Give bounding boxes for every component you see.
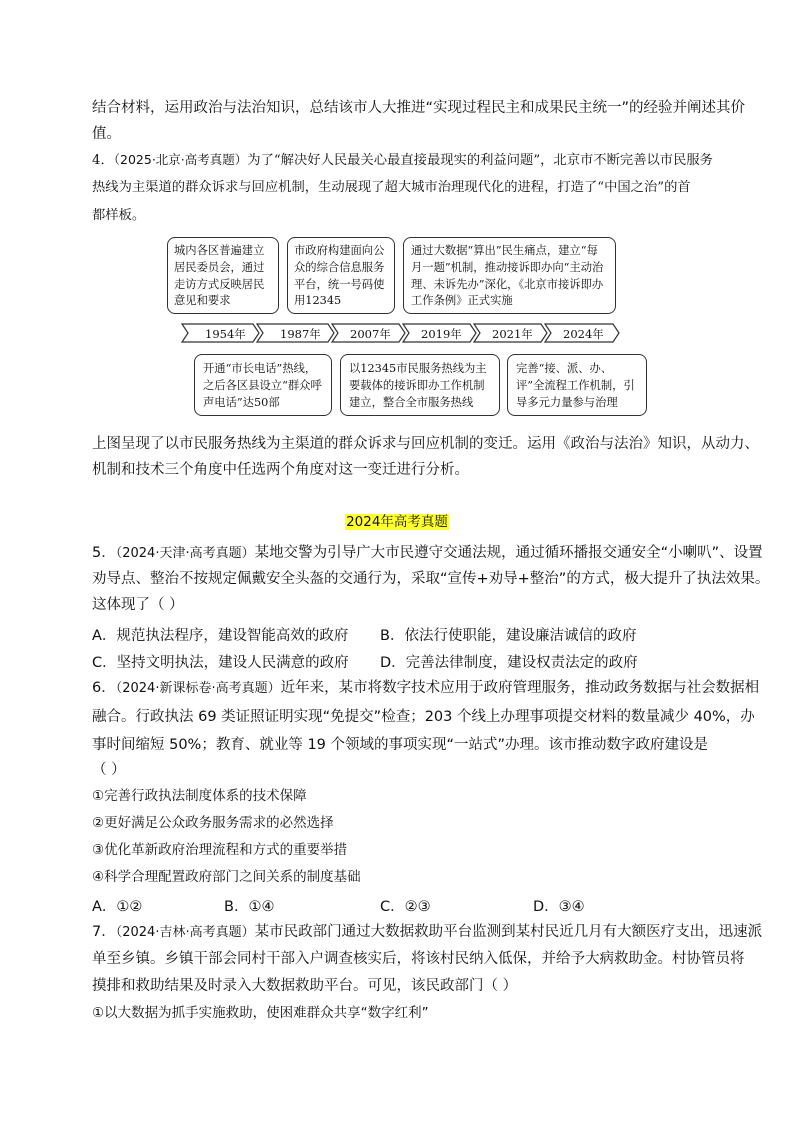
q7-line1-text: 某市民政部门通过大数据救助平台监测到某村民近几月有大额医疗支出，迅速派 xyxy=(254,924,763,940)
timeline-box-1954: 城内各区普遍建立居民委员会，通过走访方式反映居民意见和要求 xyxy=(167,237,279,314)
year-label-1954: 1954年 xyxy=(205,327,246,341)
q7-item-1: ①以大数据为抓手实施救助，使困难群众共享“数字红利” xyxy=(92,1005,429,1021)
q6-source: （2024·新课标卷·高考真题） xyxy=(115,681,281,696)
year-label-1987: 1987年 xyxy=(280,327,321,341)
q3-tail-line1: 结合材料，运用政治与法治知识，总结该市人大推进“实现过程民主和成果民主统一”的经验并阐述其价 xyxy=(92,100,746,116)
q6-line4: （ ） xyxy=(92,762,126,778)
q5-line2: 劝导点、整治不按规定佩戴安全头盔的交通行为，采取“宣传+劝导+整治”的方式，极大提升了执法效果。 xyxy=(92,571,770,587)
q5-number: 5． xyxy=(92,545,116,561)
timeline-box-2019: 以12345市民服务热线为主要载体的接诉即办工作机制建立，整合全市服务热线 xyxy=(340,354,500,416)
q4-line3: 都样板。 xyxy=(92,208,146,223)
timeline-box-2007: 市政府构建面向公众的综合信息服务平台，统一号码使用12345 xyxy=(287,237,395,314)
q3-tail-line2: 值。 xyxy=(92,126,121,142)
q6-item-2: ②更好满足公众政务服务需求的必然选择 xyxy=(92,815,334,831)
q6-option-a[interactable]: A．①② xyxy=(92,899,143,915)
q4-line2: 热线为主渠道的群众诉求与回应机制，生动展现了超大城市治理现代化的进程，打造了“中国之治”的首 xyxy=(92,180,691,195)
q6-line1 xyxy=(92,678,759,699)
section-title: 2024年高考真题 xyxy=(346,514,448,530)
timeline-box-2024: 完善“接、派、办、评”全流程工作机制，引导多元力量参与治理 xyxy=(507,354,647,416)
q5-option-d[interactable]: D．完善法律制度，建设权责法定的政府 xyxy=(380,655,638,671)
timeline-box-2021: 通过大数据“算出”民生痛点，建立“每月一题”机制，推动接诉即办向“主动治理、未诉先办”深化，《北京市接诉即办工作条例》正式实施 xyxy=(403,237,616,314)
q5-option-a[interactable]: A．规范执法程序，建设智能高效的政府 xyxy=(92,628,349,644)
q7-number: 7． xyxy=(92,924,116,940)
q5-source: （2024·天津·高考真题） xyxy=(115,546,255,561)
year-label-2024: 2024年 xyxy=(563,327,604,341)
q7-line2: 单至乡镇。乡镇干部会同村干部入户调查核实后，将该村民纳入低保，并给予大病救助金。村协管员将 xyxy=(92,951,745,967)
q6-item-1: ①完善行政执法制度体系的技术保障 xyxy=(92,788,307,804)
q4-number: 4． xyxy=(92,153,114,168)
q7-line3: 摸排和救助结果及时录入大数据救助平台。可见，该民政部门（ ） xyxy=(92,978,518,994)
q6-option-b[interactable]: B．①④ xyxy=(224,899,275,915)
q6-line2: 融合。行政执法 69 类证照证明实现“免提交”检查；203 个线上办理事项提交材料的数量减少 40%，办 xyxy=(92,709,755,725)
q4-line1 xyxy=(92,150,713,171)
q6-item-3: ③优化革新政府治理流程和方式的重要举措 xyxy=(92,842,348,858)
year-label-2021: 2021年 xyxy=(492,327,533,341)
q4-source: （2025·北京·高考真题） xyxy=(113,152,248,167)
q4-question-line1: 上图呈现了以市民服务热线为主渠道的群众诉求与回应机制的变迁。运用《政治与法治》知识，从动力、 xyxy=(92,436,759,452)
q6-option-d[interactable]: D．③④ xyxy=(533,899,585,915)
q6-item-4: ④科学合理配置政府部门之间关系的制度基础 xyxy=(92,869,361,885)
q7-line1 xyxy=(92,922,762,943)
q7-source: （2024·吉林·高考真题） xyxy=(115,925,255,940)
year-label-2007: 2007年 xyxy=(350,327,391,341)
q6-number: 6． xyxy=(92,680,116,696)
q5-line1 xyxy=(92,543,763,564)
q5-line3: 这体现了（ ） xyxy=(92,597,184,613)
q5-option-c[interactable]: C．坚持文明执法，建设人民满意的政府 xyxy=(92,655,349,671)
q6-option-c[interactable]: C．②③ xyxy=(380,899,431,915)
q5-option-b[interactable]: B．依法行使职能，建设廉洁诚信的政府 xyxy=(380,628,637,644)
q6-line1-text: 近年来，某市将数字技术应用于政府管理服务，推动政务数据与社会数据相 xyxy=(280,680,760,696)
q4-line1-text: 为了“解决好人民最关心最直接最现实的利益问题”，北京市不断完善以市民服务 xyxy=(247,153,713,168)
q5-line1-text: 某地交警为引导广大市民遵守交通法规，通过循环播报交通安全“小喇叭”、设置 xyxy=(254,545,763,561)
timeline-box-1987: 开通“市长电话”热线，之后各区县设立“群众呼声电话”达50部 xyxy=(194,354,332,416)
q6-line3: 事时间缩短 50%；教育、就业等 19 个领域的事项实现“一站式”办理。该市推动数字政府建设是 xyxy=(92,737,709,753)
year-label-2019: 2019年 xyxy=(421,327,462,341)
q4-question-line2: 机制和技术三个角度中任选两个角度对这一变迁进行分析。 xyxy=(92,462,469,478)
